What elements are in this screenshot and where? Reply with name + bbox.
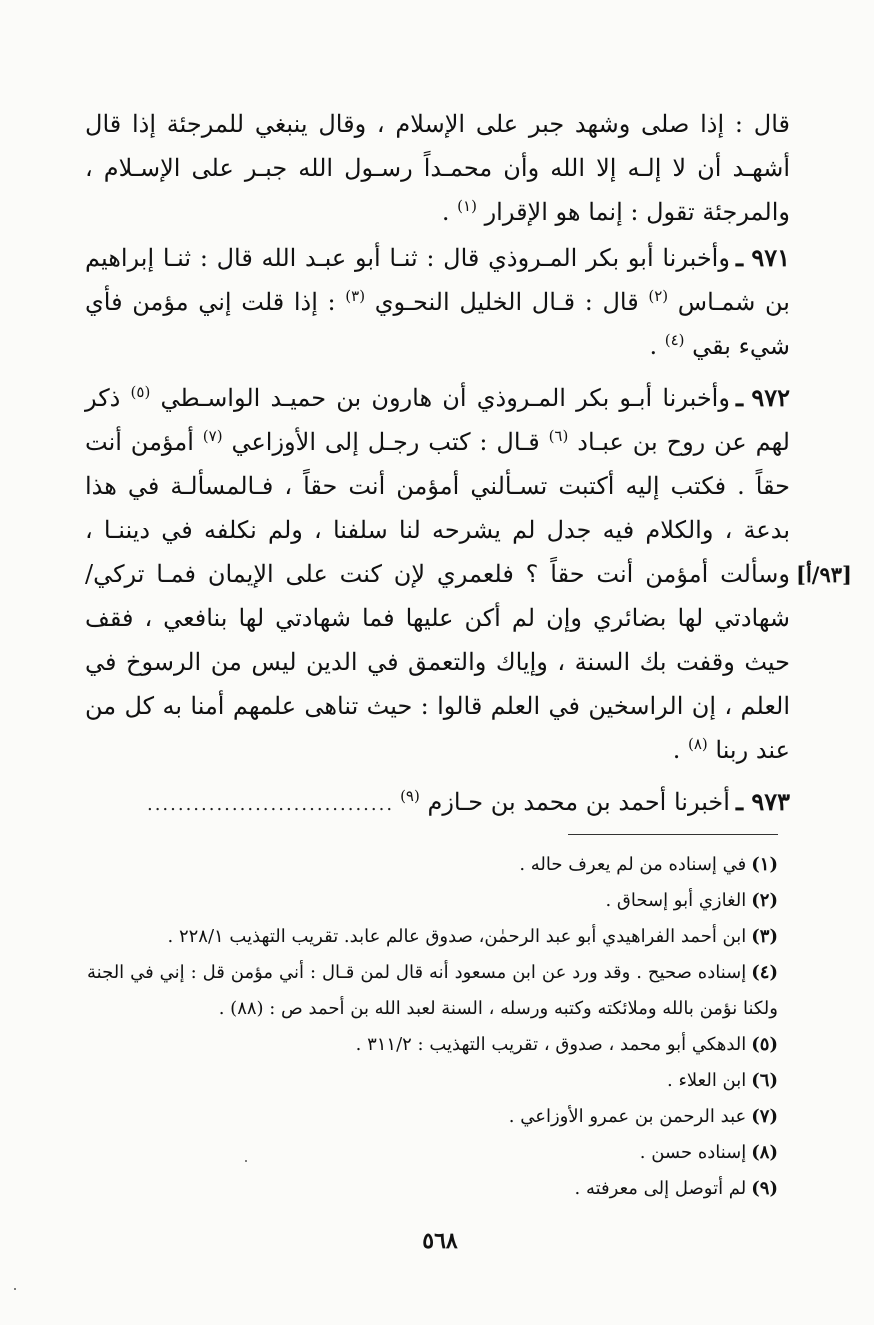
footnote-text: ابن أحمد الفراهيدي أبو عبد الرحمٰن، صدوق عالم عابد. تقريب التهذيب ٢٢٨/١ . — [167, 926, 747, 947]
entry-973 — [85, 780, 790, 827]
entry-text: . — [672, 736, 688, 764]
footnotes-section — [87, 847, 778, 1207]
footnote-8 — [87, 1135, 778, 1171]
entry-text: أخبرنا أحمد بن محمد بن حـازم — [427, 788, 730, 816]
footnote-reference-4: (٤) — [664, 331, 685, 349]
paper-speck — [14, 1288, 16, 1290]
footnote-label: (٨) — [751, 1142, 778, 1163]
footnote-divider — [568, 834, 778, 835]
margin-folio-reference: [٩٣/أ] — [796, 562, 852, 587]
footnote-6 — [87, 1063, 778, 1099]
footnote-reference-9: (٩) — [400, 787, 420, 805]
entry-972 — [85, 376, 790, 772]
footnote-2 — [87, 883, 778, 919]
top-paragraph-text: قال : إذا صلى وشهد جبر على الإسلام ، وقال ينبغي للمرجئة إذا قال أشهـد أن لا إلـه إلا الله وأن محمـداً رسـول الله جبـر على الإسـلام ، والمرجئة تقول : إنما هو الإقرار — [85, 110, 790, 226]
footnote-reference-7: (٧) — [202, 427, 223, 445]
footnote-7 — [87, 1099, 778, 1135]
page-number: ٥٦٨ — [422, 1228, 458, 1254]
footnote-1 — [87, 847, 778, 883]
footnote-3 — [87, 919, 778, 955]
footnote-text: عبد الرحمن بن عمرو الأوزاعي . — [508, 1106, 747, 1127]
entry-text: قال : قـال الخليل النحـوي — [374, 288, 649, 316]
entry-number: ٩٧١ ـ — [735, 243, 790, 272]
footnote-label: (٩) — [751, 1178, 778, 1199]
footnote-label: (٥) — [751, 1034, 778, 1055]
footnote-reference-5: (٥) — [130, 383, 151, 401]
footnote-text: إسناده حسن . — [639, 1142, 747, 1163]
footnote-text: في إسناده من لم يعرف حاله . — [519, 854, 747, 875]
footnote-label: (١) — [751, 854, 778, 875]
footnote-reference-3: (٣) — [345, 287, 366, 305]
entry-number: ٩٧٣ ـ — [735, 787, 790, 816]
footnote-5 — [87, 1027, 778, 1063]
entry-number: ٩٧٢ ـ — [735, 383, 790, 412]
footnote-text: الدهكي أبو محمد ، صدوق ، تقريب التهذيب : ٣١١/٢ . — [355, 1034, 747, 1055]
footnote-label: (٦) — [751, 1070, 778, 1091]
footnote-4 — [87, 955, 778, 1027]
entry-text: قـال : كتب رجـل إلى الأوزاعي — [231, 428, 549, 456]
entry-971 — [85, 236, 790, 368]
top-paragraph — [85, 102, 790, 234]
footnote-9 — [87, 1171, 778, 1207]
footnote-label: (٣) — [751, 926, 778, 947]
footnote-text: ابن العلاء . — [667, 1070, 747, 1091]
footnote-reference-2: (٢) — [648, 287, 669, 305]
entry-text: وأخبرنا أبو بكر المـروذي قال : ثنـا أبو عبـد الله قال : ثنـا إبراهيم بن شمـاس — [85, 244, 790, 316]
footnote-reference-6: (٦) — [548, 427, 569, 445]
entry-text: . — [649, 332, 665, 360]
footnote-text: إسناده صحيح . وقد ورد عن ابن مسعود أنه قال لمن قـال : أني مؤمن قل : إني في الجنة ولكنا نؤمن بالله وملائكته وكتبه ورسله ، السنة لعبد الله بن أحمد ص : (٨٨) . — [87, 962, 778, 1019]
footnote-reference-8: (٨) — [687, 735, 708, 753]
entry-text: : إذا قلت إني مؤمن فأي شيء بقي — [85, 288, 790, 360]
top-paragraph-end: . — [441, 198, 458, 226]
footnote-label: (٧) — [751, 1106, 778, 1127]
footnote-label: (٢) — [751, 890, 778, 911]
footnote-text: الغازي أبو إسحاق . — [605, 890, 747, 911]
continuation-leader: ................................ — [146, 794, 395, 815]
footnote-text: لم أتوصل إلى معرفته . — [574, 1178, 747, 1199]
entry-text: وأخبرنا أبـو بكر المـروذي أن هارون بن حميـد الواسـطي — [160, 384, 730, 412]
paper-speck — [245, 1160, 247, 1162]
footnote-label: (٤) — [751, 962, 778, 983]
entry-text: ذكر لهم عن روح بن عبـاد — [85, 384, 790, 456]
footnote-reference-1: (١) — [457, 197, 477, 215]
main-text — [85, 102, 790, 835]
entry-text: أمؤمن أنت حقاً . فكتب إليه أكتبت تسـألني أمؤمن أنت حقاً ، فـالمسألـة في هذا بدعة ، والكلام فيه جدل لم يشرحه لنا سلفنا ، ولم نكلفه في ديننـا ، وسألت أمؤمن أنت حقاً ؟ فلعمري لإن كنت على الإيمان فمـا تركي/ شهادتي لها بضائري وإن لم أكن عليها فما شهادتي لها بنافعي ، فقف حيث وقفت بك السنة ، وإياك والتعمق في الدين ليس من الرسوخ في العلم ، إن الراسخين في العلم قالوا : حيث تناهى علمهم أمنا به كل من عند ربنا — [85, 428, 790, 764]
